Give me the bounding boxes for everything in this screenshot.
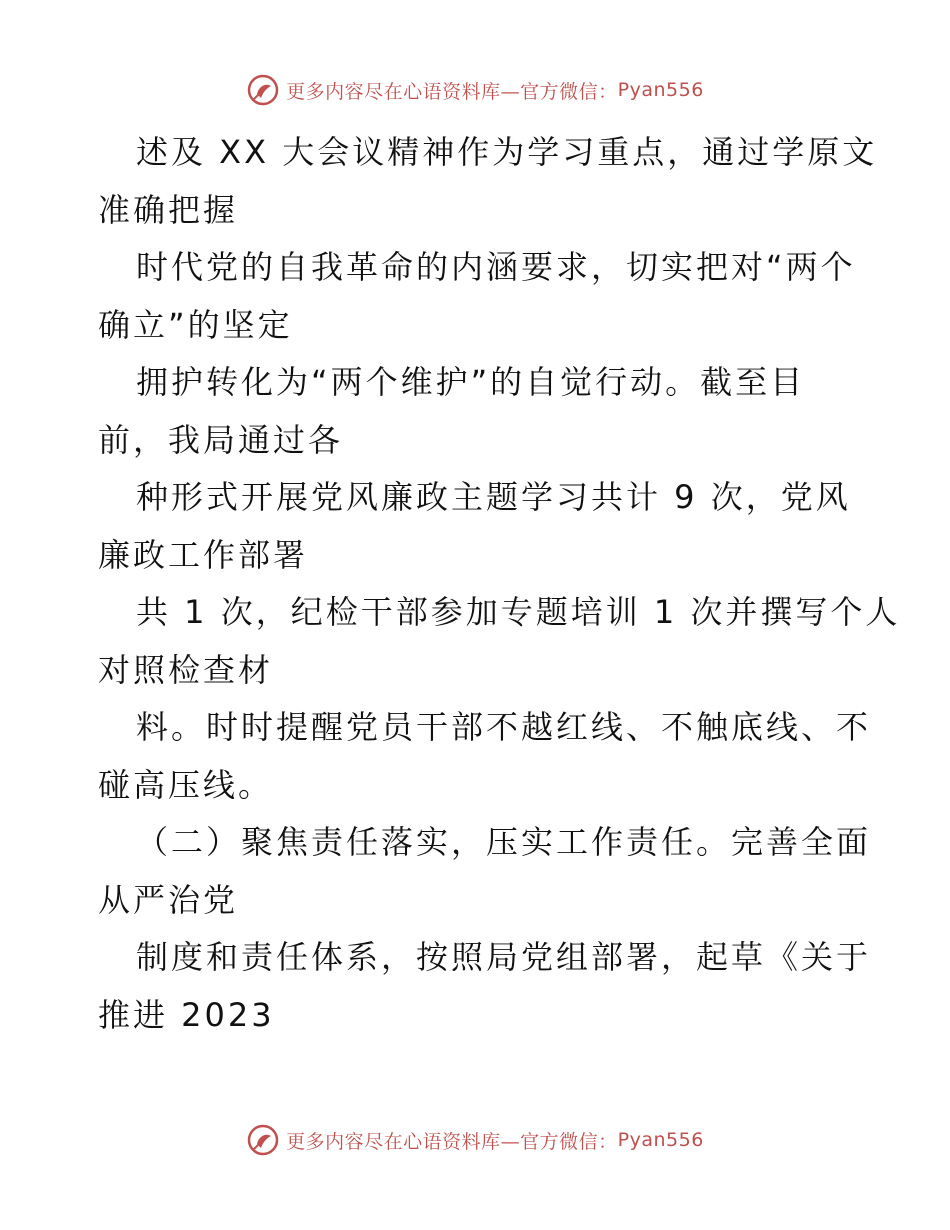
paragraph-line: 碰高压线。 xyxy=(98,765,274,804)
paragraph-line: 时代党的自我革命的内涵要求，切实把对“两个 xyxy=(136,248,856,286)
paragraph-line: 拥护转化为“两个维护”的自觉行动。截至目 xyxy=(136,363,806,401)
paragraph-line: 对照检查材 xyxy=(98,650,274,689)
paragraph-line: 制度和责任体系，按照局党组部署，起草《关于 xyxy=(136,938,872,976)
library-logo-icon xyxy=(246,73,280,107)
section-heading-line: （二）聚焦责任落实，压实工作责任。完善全面 xyxy=(136,823,872,861)
watermark-account: Pyan556 xyxy=(617,1129,704,1151)
paragraph-line: 准确把握 xyxy=(98,190,239,229)
paragraph-line: 推进 2023 xyxy=(98,995,275,1034)
paragraph-line: 前，我局通过各 xyxy=(98,420,344,459)
paragraph-line: 确立”的坚定 xyxy=(98,305,293,344)
watermark-text: 更多内容尽在心语资料库—官方微信： xyxy=(286,1130,618,1153)
footer-watermark xyxy=(0,1120,950,1160)
header-watermark xyxy=(0,70,950,110)
library-logo-icon xyxy=(246,1123,280,1157)
paragraph-line: 述及 XX 大会议精神作为学习重点，通过学原文 xyxy=(136,133,878,171)
document-body xyxy=(98,124,901,1044)
paragraph-line: 料。时时提醒党员干部不越红线、不触底线、不 xyxy=(136,708,872,746)
paragraph-line: 廉政工作部署 xyxy=(98,535,309,574)
watermark-account: Pyan556 xyxy=(617,79,704,101)
watermark-text: 更多内容尽在心语资料库—官方微信： xyxy=(286,80,618,103)
paragraph-line: 共 1 次，纪检干部参加专题培训 1 次并撰写个人 xyxy=(136,593,901,631)
paragraph-line: 种形式开展党风廉政主题学习共计 9 次，党风 xyxy=(136,478,851,516)
paragraph-line: 从严治党 xyxy=(98,880,239,919)
